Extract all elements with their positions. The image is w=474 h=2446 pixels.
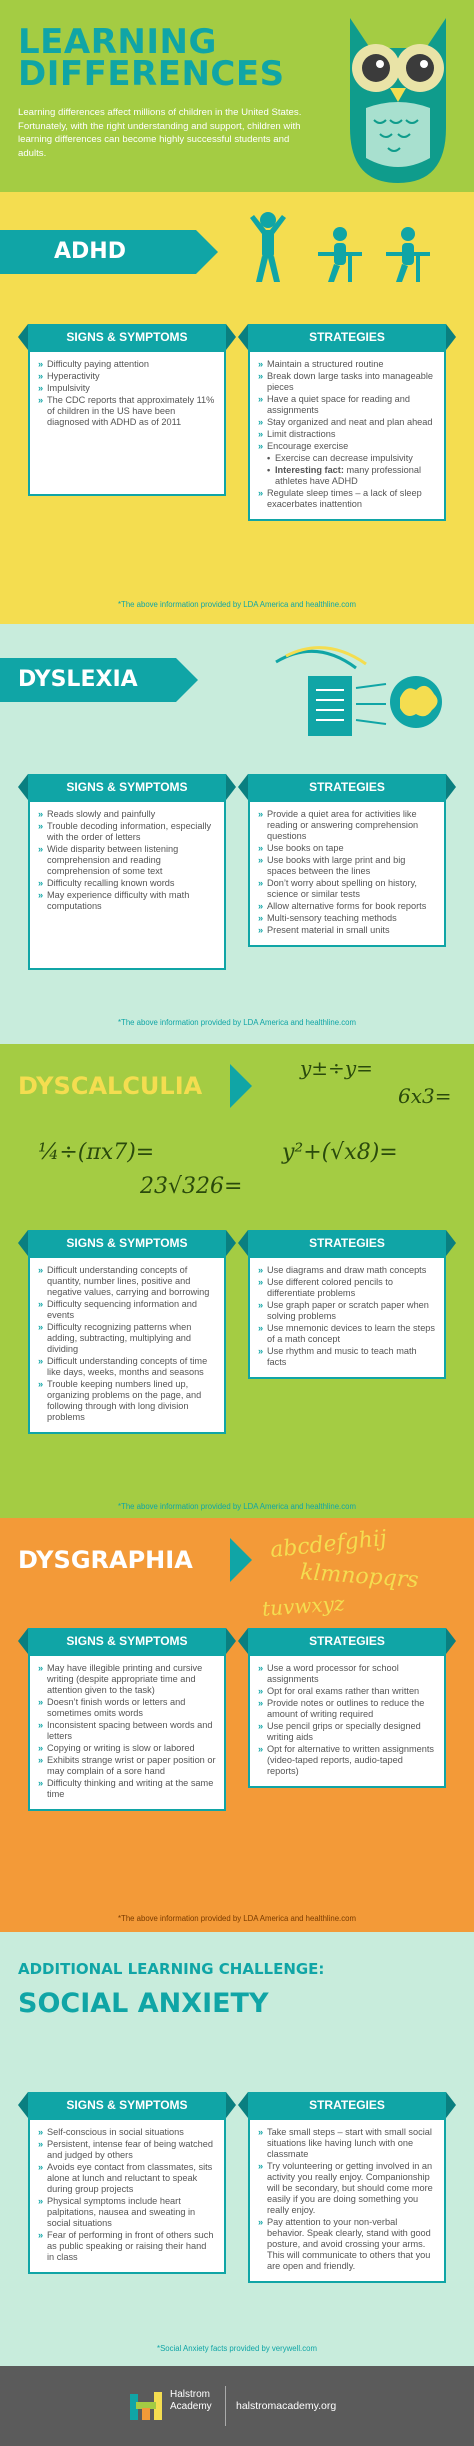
list-item: » Regulate sleep times – a lack of sleep exacerbates inattention	[258, 488, 436, 510]
strategies-heading: STRATEGIES	[248, 2092, 446, 2118]
list-item: » Trouble decoding information, especially with the order of letters	[38, 821, 216, 843]
math-scribble: 6x3=	[398, 1084, 452, 1108]
list-item: » Use diagrams and draw math concepts	[258, 1265, 436, 1276]
list-item: » Reads slowly and painfully	[38, 809, 216, 820]
dysgraphia-strategies-column	[248, 1628, 446, 1788]
dysgraphia-signs-list	[28, 1654, 226, 1811]
list-item: » Copying or writing is slow or labored	[38, 1743, 216, 1754]
list-item: » Multi-sensory teaching methods	[258, 913, 436, 924]
list-item: » Difficulty recognizing patterns when adding, subtracting, multiplying and dividing	[38, 1322, 216, 1355]
adhd-strategies-column	[248, 324, 446, 521]
list-item: » Opt for oral exams rather than written	[258, 1686, 436, 1697]
footer	[0, 2366, 474, 2446]
math-scribble: 23√326=	[140, 1174, 243, 1199]
dysgraphia-strategies-list	[248, 1654, 446, 1788]
dysgraphia-signs-column	[28, 1628, 226, 1811]
list-item: » Impulsivity	[38, 383, 216, 394]
list-item: » The CDC reports that approximately 11% of children in the US have been diagnosed with ADHD as of 2011	[38, 395, 216, 428]
dyslexia-strategies-list	[248, 800, 446, 947]
list-item: » Have a quiet space for reading and assignments	[258, 394, 436, 416]
intro-text: Learning differences affect millions of children in the United States. Fortunately, with the right understanding and support, children with learning differences can become highly successful students and adults.	[18, 107, 302, 159]
header	[0, 0, 474, 192]
strategies-heading: STRATEGIES	[248, 324, 446, 350]
list-item: » Maintain a structured routine	[258, 359, 436, 370]
dyslexia-signs-list	[28, 800, 226, 970]
list-subitem: • Exercise can decrease impulsivity	[258, 453, 436, 464]
strategies-heading: STRATEGIES	[248, 1230, 446, 1256]
list-item: » Difficulty thinking and writing at the same time	[38, 1778, 216, 1800]
signs-heading: SIGNS & SYMPTOMS	[28, 324, 226, 350]
social-signs-column	[28, 2092, 226, 2274]
list-item: » Provide a quiet area for activities like reading or answering comprehension questions	[258, 809, 436, 842]
dyscalculia-signs-list	[28, 1256, 226, 1434]
list-item: » Use different colored pencils to differentiate problems	[258, 1277, 436, 1299]
owl-icon	[330, 8, 466, 188]
dysgraphia-section	[0, 1518, 474, 1932]
adhd-section	[0, 192, 474, 624]
list-item: » Difficulty recalling known words	[38, 878, 216, 889]
list-item: » Encourage exercise	[258, 441, 436, 452]
list-item: » Allow alternative forms for book reports	[258, 901, 436, 912]
list-item: » May have illegible printing and cursive writing (despite appropriate time and attention given to the task)	[38, 1663, 216, 1696]
list-item: » Difficulty sequencing information and events	[38, 1299, 216, 1321]
dyscalculia-title: DYSCALCULIA	[0, 1064, 230, 1108]
strategies-heading: STRATEGIES	[248, 1628, 446, 1654]
main-title: LEARNING DIFFERENCES	[18, 22, 285, 94]
dyslexia-strategies-column	[248, 774, 446, 947]
list-item: » Use graph paper or scratch paper when solving problems	[258, 1300, 436, 1322]
handwriting-scribble: klmnopqrs	[299, 1559, 420, 1594]
divider	[225, 2386, 226, 2426]
source-note: *The above information provided by LDA America and healthline.com	[118, 1914, 356, 1923]
dyscalculia-signs-column	[28, 1230, 226, 1434]
source-note: *Social Anxiety facts provided by verywell.com	[157, 2344, 317, 2353]
social-signs-list	[28, 2118, 226, 2274]
math-scribble: y²+(√x8)=	[282, 1140, 398, 1165]
strategies-heading: STRATEGIES	[248, 774, 446, 800]
signs-heading: SIGNS & SYMPTOMS	[28, 1628, 226, 1654]
additional-challenge-label: ADDITIONAL LEARNING CHALLENGE:	[18, 1960, 325, 1978]
list-item: » Opt for alternative to written assignments (video-taped reports, audio-taped reports)	[258, 1744, 436, 1777]
list-item: » Limit distractions	[258, 429, 436, 440]
adhd-signs-list	[28, 350, 226, 496]
dyslexia-title: DYSLEXIA	[0, 658, 176, 702]
list-item: » Take small steps – start with small social situations like having lunch with one classmate	[258, 2127, 436, 2160]
list-item: » May experience difficulty with math computations	[38, 890, 216, 912]
dyslexia-signs-column	[28, 774, 226, 970]
list-item: » Inconsistent spacing between words and letters	[38, 1720, 216, 1742]
source-note: *The above information provided by LDA America and healthline.com	[118, 600, 356, 609]
list-item: » Doesn’t finish words or letters and sometimes omits words	[38, 1697, 216, 1719]
source-note: *The above information provided by LDA America and healthline.com	[118, 1502, 356, 1511]
social-strategies-column	[248, 2092, 446, 2283]
list-item: » Avoids eye contact from classmates, sits alone at lunch and reluctant to speak during group projects	[38, 2162, 216, 2195]
signs-heading: SIGNS & SYMPTOMS	[28, 2092, 226, 2118]
list-item: » Trouble keeping numbers lined up, organizing problems on the page, and following through with long division problems	[38, 1379, 216, 1423]
social-strategies-list	[248, 2118, 446, 2283]
list-item: » Provide notes or outlines to reduce the amount of writing required	[258, 1698, 436, 1720]
brand-name: Halstrom Academy	[170, 2389, 212, 2412]
adhd-signs-column	[28, 324, 226, 496]
list-item: » Physical symptoms include heart palpitations, nausea and sweating in social situations	[38, 2196, 216, 2229]
list-item: » Break down large tasks into manageable pieces	[258, 371, 436, 393]
website-link[interactable]: halstromacademy.org	[236, 2400, 337, 2412]
dyscalculia-strategies-list	[248, 1256, 446, 1379]
social-anxiety-title: SOCIAL ANXIETY	[18, 1988, 269, 2019]
signs-heading: SIGNS & SYMPTOMS	[28, 1230, 226, 1256]
list-item: » Exhibits strange wrist or paper position or may complain of a sore hand	[38, 1755, 216, 1777]
signs-heading: SIGNS & SYMPTOMS	[28, 774, 226, 800]
dyscalculia-section	[0, 1044, 474, 1518]
dysgraphia-title: DYSGRAPHIA	[0, 1538, 230, 1582]
list-item: » Don’t worry about spelling on history, science or similar tests	[258, 878, 436, 900]
handwriting-scribble: abcdefghij	[269, 1525, 388, 1564]
list-item: » Stay organized and neat and plan ahead	[258, 417, 436, 428]
list-item: » Use books with large print and big spaces between the lines	[258, 855, 436, 877]
list-item: » Pay attention to your non-verbal behavior. Speak clearly, stand with good posture, and avoid crossing your arms. This will communicate to others that you are open and friendly.	[258, 2217, 436, 2272]
book-brain-icon	[266, 638, 456, 748]
list-item: » Use rhythm and music to teach math facts	[258, 1346, 436, 1368]
source-note: *The above information provided by LDA America and healthline.com	[118, 1018, 356, 1027]
halstrom-logo-icon	[128, 2390, 164, 2422]
list-subitem: • Interesting fact: many professional athletes have ADHD	[258, 465, 436, 487]
list-item: » Use a word processor for school assignments	[258, 1663, 436, 1685]
list-item: » Try volunteering or getting involved in an activity you really enjoy. Companionship will be secondary, but should come more easily if you are doing something you really enjoy.	[258, 2161, 436, 2216]
list-item: » Wide disparity between listening comprehension and reading comprehension of some text	[38, 844, 216, 877]
list-item: » Difficulty paying attention	[38, 359, 216, 370]
list-item: » Present material in small units	[258, 925, 436, 936]
list-item: » Persistent, intense fear of being watched and judged by others	[38, 2139, 216, 2161]
math-scribble: ¼÷(πx7)=	[38, 1140, 155, 1165]
list-item: » Use pencil grips or specially designed writing aids	[258, 1721, 436, 1743]
math-scribble: y±÷y=	[300, 1056, 373, 1080]
list-item: » Use mnemonic devices to learn the steps of a math concept	[258, 1323, 436, 1345]
dyscalculia-strategies-column	[248, 1230, 446, 1379]
list-item: » Hyperactivity	[38, 371, 216, 382]
list-item: » Self-conscious in social situations	[38, 2127, 216, 2138]
social-anxiety-section	[0, 1932, 474, 2366]
list-item: » Fear of performing in front of others such as public speaking or raising their hand in class	[38, 2230, 216, 2263]
adhd-strategies-list	[248, 350, 446, 521]
kids-icon	[248, 210, 458, 290]
list-item: » Difficult understanding concepts of quantity, number lines, positive and negative values, carrying and borrowing	[38, 1265, 216, 1298]
dyslexia-section	[0, 624, 474, 1044]
list-item: » Difficult understanding concepts of time like days, weeks, months and seasons	[38, 1356, 216, 1378]
adhd-title: ADHD	[0, 230, 196, 274]
handwriting-scribble: tuvwxyz	[261, 1591, 346, 1621]
list-item: » Use books on tape	[258, 843, 436, 854]
